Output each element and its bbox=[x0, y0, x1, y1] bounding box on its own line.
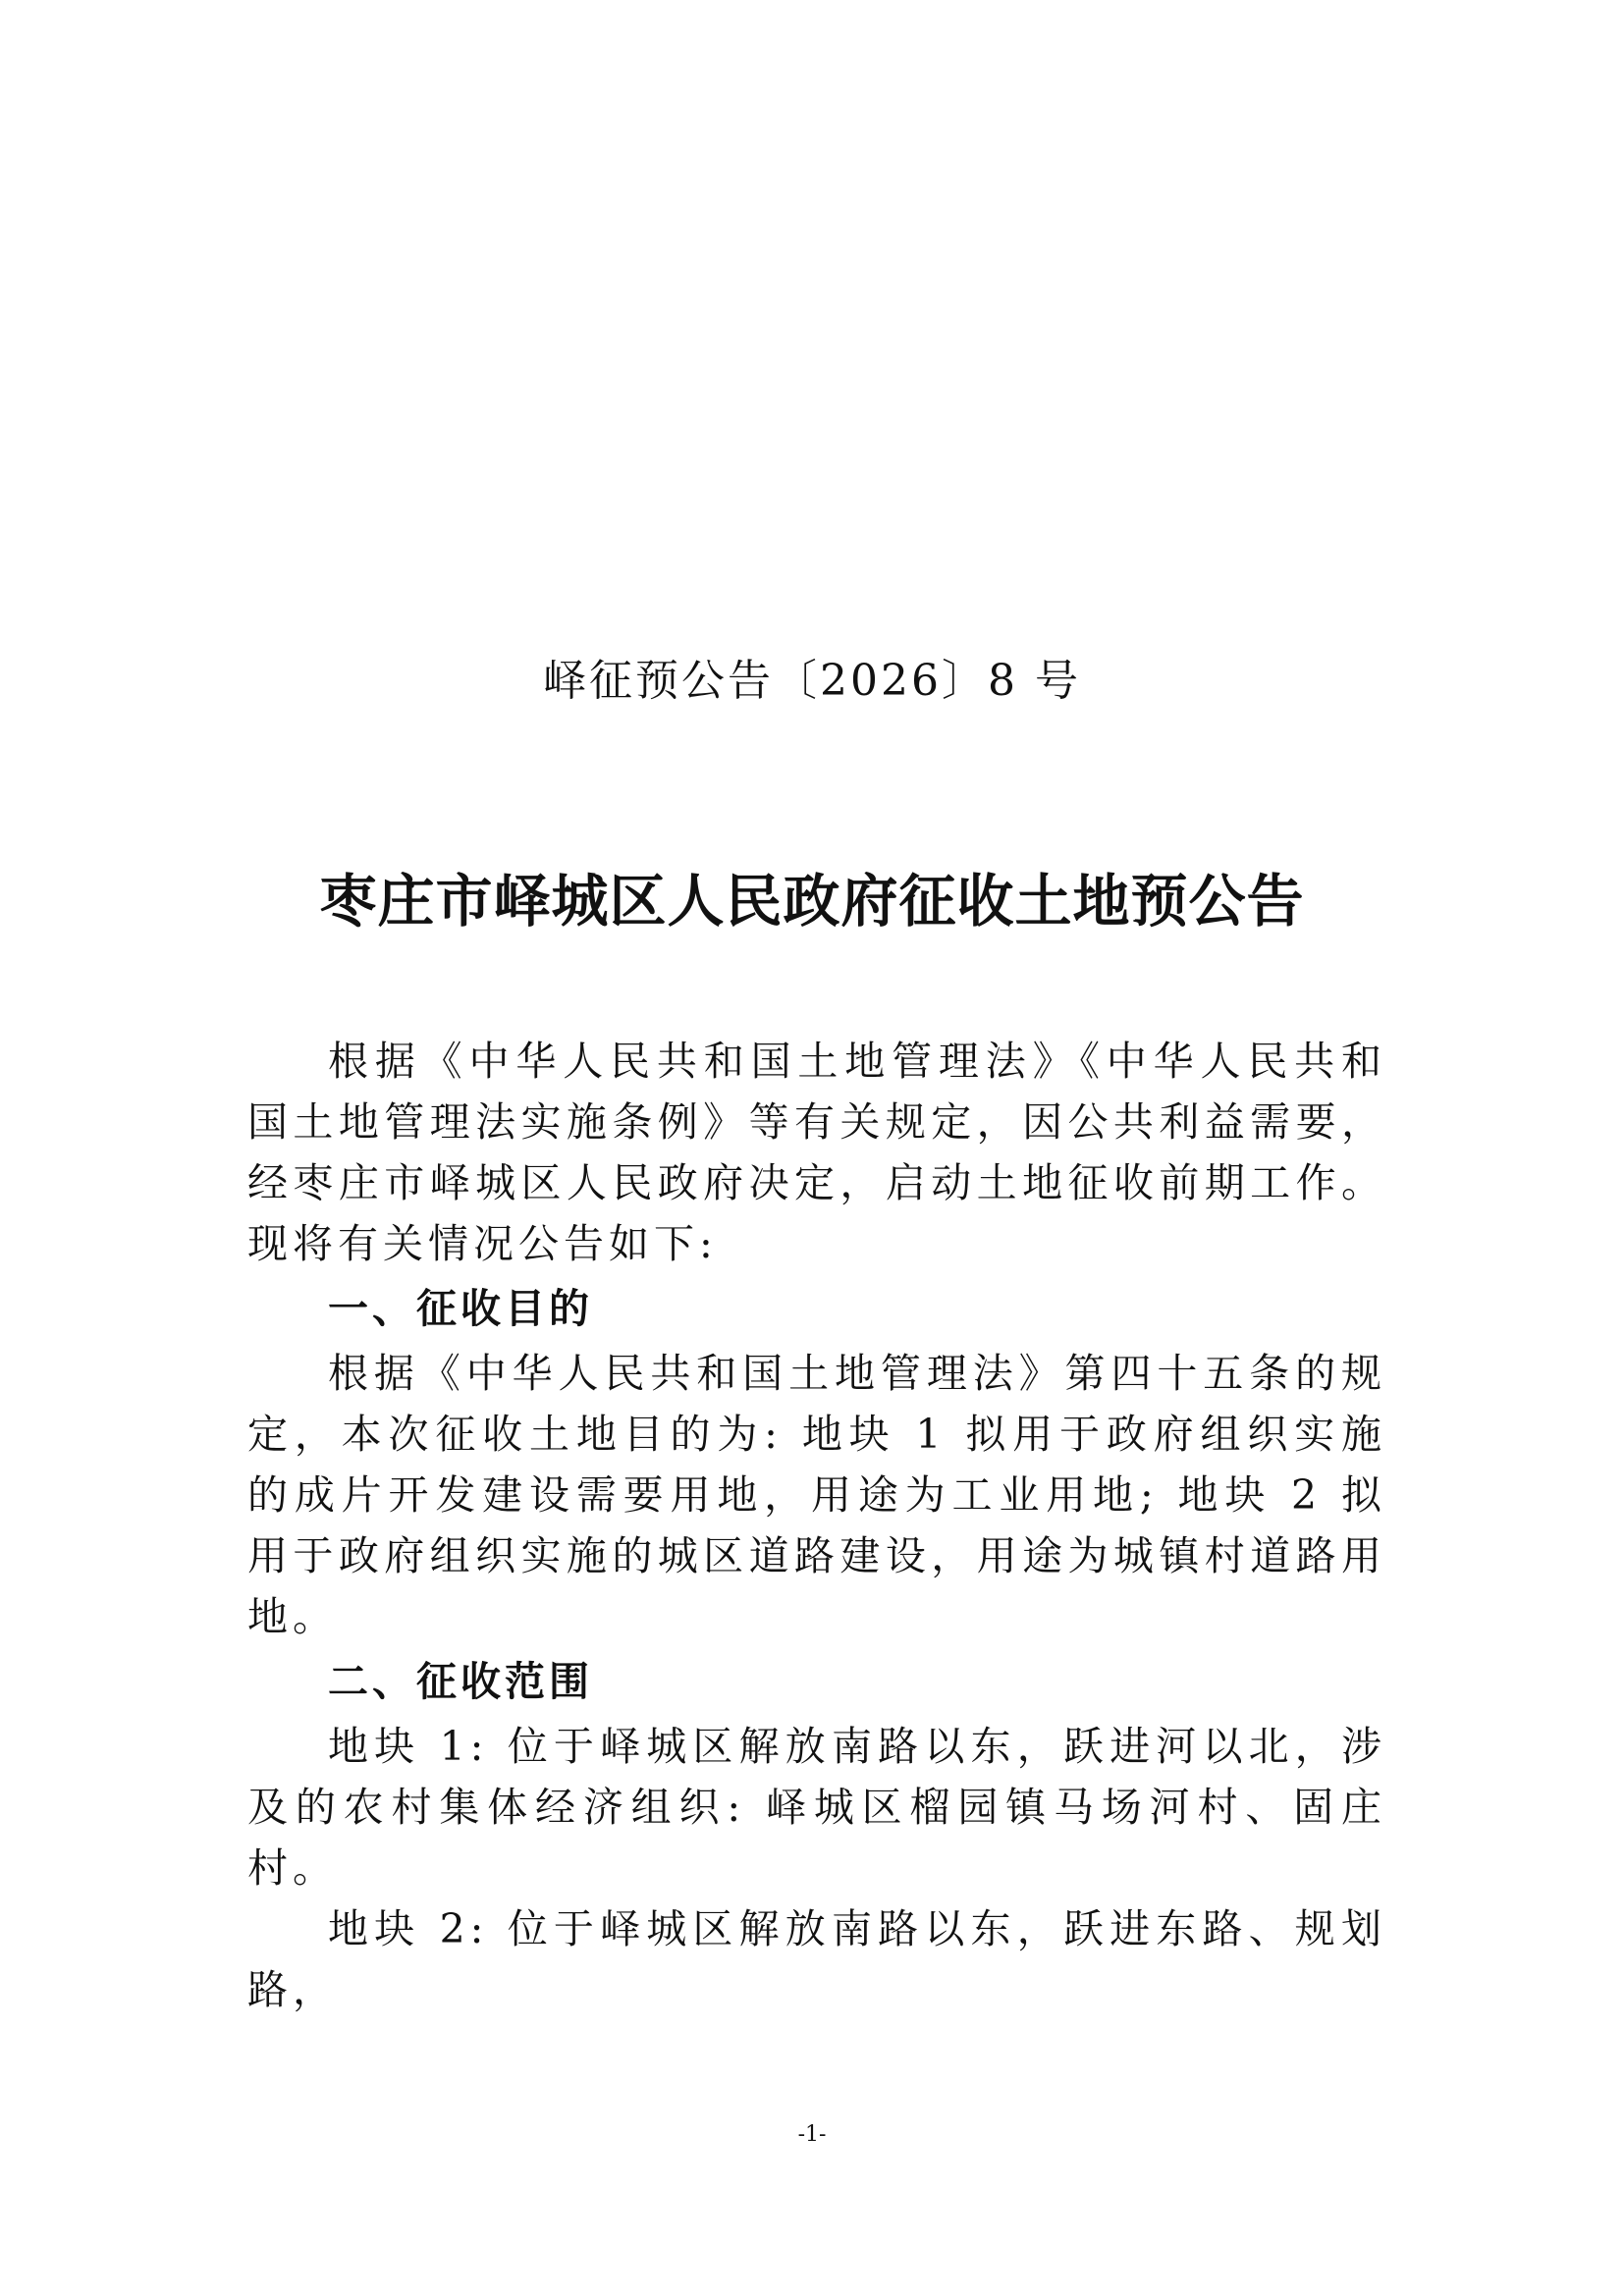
page-number: -1- bbox=[797, 2122, 827, 2147]
document-body bbox=[247, 1031, 1386, 2020]
document-number: 峄征预公告〔2026〕8 号 bbox=[543, 656, 1081, 706]
section-heading-purpose: 一、征收目的 bbox=[328, 1285, 593, 1332]
scope-paragraph-plot-1: 地块 1: 位于峄城区解放南路以东，跃进河以北，涉及的农村集体经济组织: 峄城区榴园镇马场河村、固庄村。 bbox=[247, 1723, 1386, 1892]
section-heading-scope: 二、征收范围 bbox=[328, 1658, 593, 1705]
intro-paragraph: 根据《中华人民共和国土地管理法》《中华人民共和国土地管理法实施条例》等有关规定，因公共利益需要，经枣庄市峄城区人民政府决定，启动土地征收前期工作。现将有关情况公告如下: bbox=[247, 1038, 1386, 1267]
scope-paragraph-plot-2: 地块 2: 位于峄城区解放南路以东，跃进东路、规划路， bbox=[247, 1905, 1386, 2013]
document-title: 枣庄市峄城区人民政府征收土地预公告 bbox=[319, 868, 1305, 934]
purpose-paragraph: 根据《中华人民共和国土地管理法》第四十五条的规定，本次征收土地目的为: 地块 1 拟用于政府组织实施的成片开发建设需要用地，用途为工业用地; 地块 2 拟用于政府组织实施的城区道路建设，用途为城镇村道路用地。 bbox=[247, 1350, 1386, 1640]
